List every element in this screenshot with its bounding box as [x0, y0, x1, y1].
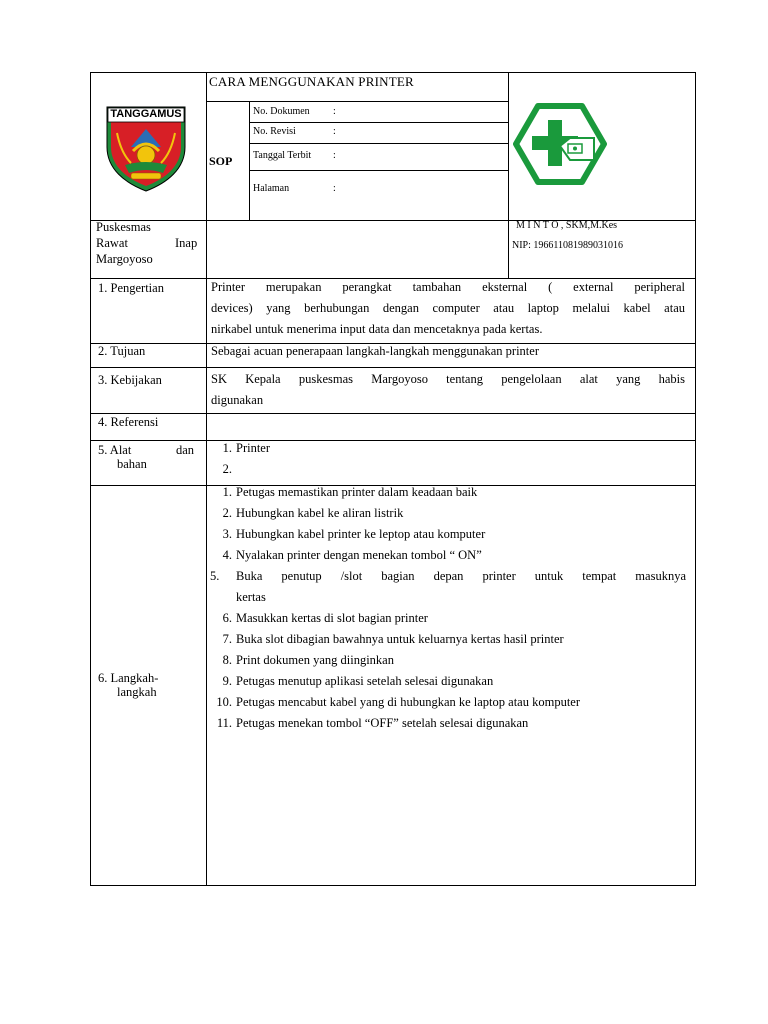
list-item: 11. Petugas menekan tombol “OFF” setelah selesai digunakan	[216, 716, 529, 730]
row-divider-sign	[90, 278, 696, 279]
row-divider-kebijakan	[90, 413, 696, 414]
list-item: 4. Nyalakan printer dengan menekan tombol “ ON”	[222, 548, 482, 562]
list-item: 3. Hubungkan kabel printer ke leptop atau komputer	[222, 527, 486, 541]
list-item: 9. Petugas menutup aplikasi setelah selesai digunakan	[222, 674, 494, 688]
list-item: 6. Masukkan kertas di slot bagian printer	[222, 611, 428, 625]
label-kebijakan: 3. Kebijakan	[98, 373, 162, 387]
label-alat: 5. Alat	[98, 443, 132, 457]
list-item: kertas	[236, 590, 266, 604]
signatory-nip: NIP: 196611081989031016	[512, 240, 624, 251]
meta-label-dokumen: No. Dokumen	[253, 106, 310, 117]
langkah-list	[210, 482, 686, 734]
meta-label-tanggal: Tanggal Terbit	[253, 150, 312, 161]
kebijakan-line-2: digunakan	[211, 393, 264, 407]
list-item: 2. Hubungkan kabel ke aliran listrik	[222, 506, 404, 520]
list-item: 1. Petugas memastikan printer dalam keadaan baik	[222, 485, 478, 499]
list-item: 7. Buka slot dibagian bawahnya untuk keluarnya kertas hasil printer	[222, 632, 564, 646]
list-item: 2.	[222, 462, 232, 476]
row-divider-title	[206, 101, 508, 102]
meta-label-revisi: No. Revisi	[253, 126, 296, 137]
meta-sep-tanggal: :	[333, 150, 336, 161]
col-divider-logo	[508, 72, 509, 279]
institution-line-1: Puskesmas	[96, 220, 151, 234]
list-item: 8. Print dokumen yang diinginkan	[222, 653, 394, 667]
institution-word-inap: Inap	[175, 236, 198, 250]
pengertian-line-3: nirkabel untuk menerima input data dan mencetaknya pada kertas.	[211, 322, 543, 336]
document-title: CARA MENGGUNAKAN PRINTER	[209, 74, 414, 89]
row-divider-meta-1	[249, 122, 508, 123]
pengertian-line-2: devices) yang berhubungan dengan computer atau laptop melalui kabel atau	[211, 301, 685, 315]
col-divider-sop	[249, 101, 250, 220]
table-border-top	[90, 72, 696, 73]
meta-label-halaman: Halaman	[253, 183, 290, 194]
row-divider-meta-3	[249, 170, 508, 171]
label-langkah-2: langkah	[117, 685, 157, 699]
sop-label: SOP	[209, 154, 233, 168]
pengertian-line-1: Printer merupakan perangkat tambahan eksternal ( external peripheral	[211, 280, 685, 294]
table-border-bottom	[90, 885, 696, 886]
institution-line-3: Margoyoso	[96, 252, 153, 266]
table-border-right	[695, 72, 696, 885]
table-border-left	[90, 72, 91, 885]
row-divider-meta-2	[249, 143, 508, 144]
list-item: 10. Petugas mencabut kabel yang di hubungkan ke laptop atau komputer	[216, 695, 581, 709]
col-divider-label	[206, 72, 207, 885]
crest-lettering: TANGGAMUS	[110, 108, 182, 120]
meta-sep-revisi: :	[333, 126, 336, 137]
signatory-name: M I N T O , SKM,M.Kes	[516, 220, 618, 231]
label-pengertian: 1. Pengertian	[98, 281, 164, 295]
puskesmas-logo	[512, 102, 608, 186]
label-langkah: 6. Langkah-	[98, 671, 159, 685]
label-tujuan: 2. Tujuan	[98, 344, 146, 358]
kebijakan-line-1: SK Kepala puskesmas Margoyoso tentang pengelolaan alat yang habis	[211, 372, 685, 386]
label-alat-bahan: bahan	[117, 457, 147, 471]
row-divider-tujuan	[90, 367, 696, 368]
tujuan-text: Sebagai acuan penerapaan langkah-langkah menggunakan printer	[211, 344, 539, 358]
meta-sep-halaman: :	[333, 183, 336, 194]
alat-list	[210, 438, 690, 480]
list-item: 1. Printer	[222, 441, 271, 455]
institution-word-rawat: Rawat	[96, 236, 128, 250]
label-referensi: 4. Referensi	[98, 415, 159, 429]
meta-sep-dokumen: :	[333, 106, 336, 117]
label-alat-dan: dan	[176, 443, 195, 457]
list-item: 5. Buka penutup /slot bagian depan printer untuk tempat masuknya	[210, 569, 686, 583]
